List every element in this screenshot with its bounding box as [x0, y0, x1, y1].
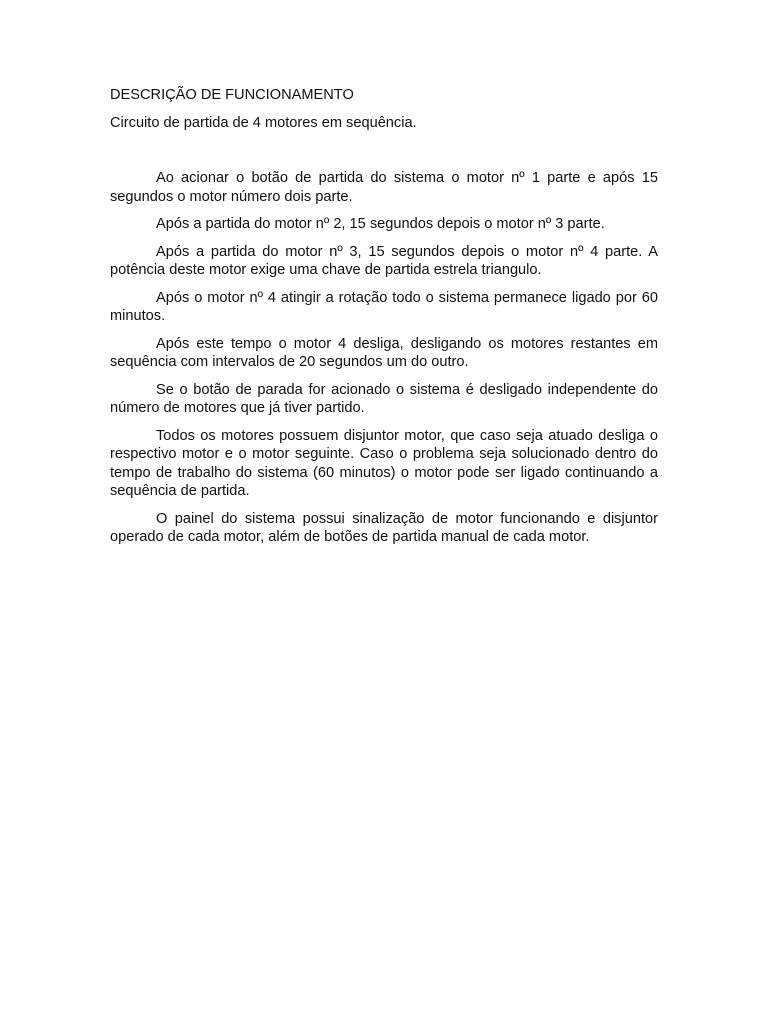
- paragraph-run-time: Após o motor nº 4 atingir a rotação todo o sistema permanece ligado por 60 minutos.: [110, 289, 658, 324]
- paragraph-motor-3-start: Após a partida do motor nº 2, 15 segundos depois o motor nº 3 parte.: [156, 216, 605, 232]
- document-page: [110, 86, 658, 556]
- document-subtitle: Circuito de partida de 4 motores em sequência.: [110, 114, 417, 131]
- paragraph-start-button: Ao acionar o botão de partida do sistema o motor nº 1 parte e após 15 segundos o motor número dois parte.: [110, 170, 658, 205]
- paragraph-stop-button: Se o botão de parada for acionado o sistema é desligado independente do número de motores que já tiver partido.: [110, 381, 658, 416]
- paragraph-shutdown-sequence: Após este tempo o motor 4 desliga, desligando os motores restantes em sequência com intervalos de 20 segundos um do outro.: [110, 335, 658, 370]
- paragraph-circuit-breakers: Todos os motores possuem disjuntor motor, que caso seja atuado desliga o respectivo motor e o motor seguinte. Caso o problema seja solucionado dentro do tempo de trabalho do sistema (60 minutos) o motor pode ser ligado continuando a sequência de partida.: [110, 427, 658, 499]
- paragraph-panel-signaling: O painel do sistema possui sinalização de motor funcionando e disjuntor operado de cada motor, além de botões de partida manual de cada motor.: [110, 510, 658, 545]
- paragraph-motor-4-start: Após a partida do motor nº 3, 15 segundos depois o motor nº 4 parte. A potência deste motor exige uma chave de partida estrela triangulo.: [110, 243, 658, 278]
- document-title: DESCRIÇÃO DE FUNCIONAMENTO: [110, 87, 354, 103]
